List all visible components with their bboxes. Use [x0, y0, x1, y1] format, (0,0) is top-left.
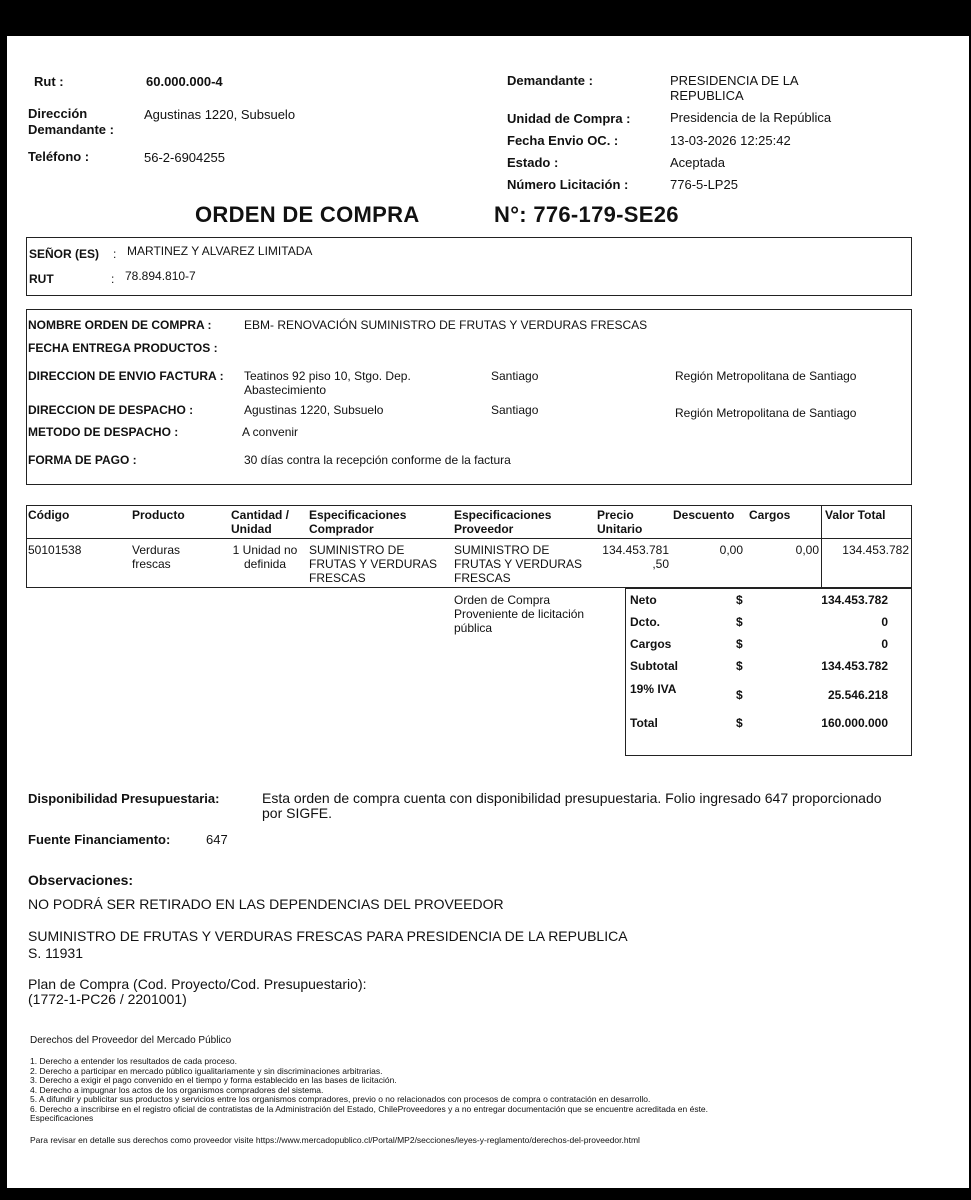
- derecho-3: 3. Derecho a exigir el pago convenido en el tiempo y forma establecido en las bases de licitación.: [30, 1075, 397, 1085]
- obs-line1: NO PODRÁ SER RETIRADO EN LAS DEPENDENCIAS DEL PROVEEDOR: [28, 896, 504, 912]
- supplier-rut-value: 78.894.810-7: [125, 269, 196, 283]
- despacho-label: DIRECCION DE DESPACHO :: [28, 403, 194, 417]
- td-cantidad: 1 Unidad no definida: [232, 543, 298, 571]
- licitacion-label: Número Licitación :: [507, 177, 629, 192]
- derecho-especificaciones: Especificaciones: [30, 1113, 94, 1123]
- purchase-order-page: [7, 36, 969, 1188]
- demandante-label: Demandante :: [507, 73, 593, 88]
- th-cargos: Cargos: [749, 508, 791, 522]
- disponibilidad-value: Esta orden de compra cuenta con disponibilidad presupuestaria. Folio ingresado 647 proporcionado por SIGFE.: [262, 790, 882, 821]
- estado-value: Aceptada: [670, 155, 725, 170]
- direccion-value: Agustinas 1220, Subsuelo: [144, 107, 296, 122]
- total-value: 160.000.000: [821, 716, 888, 730]
- nombre-label: NOMBRE ORDEN DE COMPRA :: [28, 318, 212, 332]
- pago-label: FORMA DE PAGO :: [28, 453, 137, 467]
- licitacion-note: Orden de Compra Proveniente de licitación pública: [454, 593, 585, 635]
- order-title: ORDEN DE COMPRA: [195, 202, 420, 227]
- th-codigo: Código: [28, 508, 70, 522]
- observaciones-label: Observaciones:: [28, 872, 134, 888]
- derechos-title: Derechos del Proveedor del Mercado Público: [30, 1035, 232, 1046]
- derecho-5: 5. A difundir y publicitar sus productos y servicios entre los organismos compradores, previo o no relacionados con procesos de compra o contratación en desarrollo.: [30, 1094, 651, 1104]
- cargos-label: Cargos: [630, 637, 672, 651]
- neto-currency: $: [736, 593, 743, 607]
- plan-line1: Plan de Compra (Cod. Proyecto/Cod. Presupuestario):: [28, 976, 367, 992]
- fecha-entrega-label: FECHA ENTREGA PRODUCTOS :: [28, 341, 218, 355]
- obs-line3: S. 11931: [28, 945, 84, 961]
- fuente-value: 647: [206, 832, 228, 847]
- demandante-value: PRESIDENCIA DE LA REPUBLICA: [670, 73, 798, 103]
- senor-value: MARTINEZ Y ALVAREZ LIMITADA: [127, 244, 313, 258]
- order-number: N°: 776-179-SE26: [494, 202, 679, 227]
- td-codigo: 50101538: [28, 543, 82, 557]
- cargos-value: 0: [881, 637, 888, 651]
- derecho-6: 6. Derecho a inscribirse en el registro oficial de contratistas de la Administración del Estado, ChileProveedores y a no entregar documentación que se encuentre acreditada en éste.: [30, 1103, 709, 1114]
- metodo-label: METODO DE DESPACHO :: [28, 425, 179, 439]
- unidad-value: Presidencia de la República: [670, 110, 832, 125]
- pago-value: 30 días contra la recepción conforme de la factura: [244, 453, 511, 467]
- td-cargos: 0,00: [795, 543, 819, 557]
- senor-colon: :: [113, 247, 117, 261]
- td-descuento: 0,00: [719, 543, 743, 557]
- telefono-value: 56-2-6904255: [144, 150, 225, 165]
- th-cantidad: Cantidad / Unidad: [231, 508, 290, 536]
- derecho-4: 4. Derecho a impugnar los actos de los organismos compradores del sistema.: [30, 1084, 324, 1095]
- telefono-label: Teléfono :: [28, 149, 90, 164]
- nombre-value: EBM- RENOVACIÓN SUMINISTRO DE FRUTAS Y VERDURAS FRESCAS: [244, 318, 648, 332]
- subtotal-value: 134.453.782: [821, 659, 888, 673]
- th-precio: Precio Unitario: [597, 508, 643, 536]
- total-label: Total: [630, 716, 658, 730]
- neto-value: 134.453.782: [821, 593, 888, 607]
- revisar-link[interactable]: Para revisar en detalle sus derechos como proveedor visite https://www.mercadopublico.cl/Portal/MP2/secciones/leyes-y-reglamento/derechos-del-proveedor.html: [30, 1135, 640, 1145]
- obs-line2: SUMINISTRO DE FRUTAS Y VERDURAS FRESCAS PARA PRESIDENCIA DE LA REPUBLICA: [28, 928, 628, 944]
- total-currency: $: [736, 716, 743, 730]
- estado-label: Estado :: [507, 155, 559, 170]
- unidad-label: Unidad de Compra :: [507, 111, 631, 126]
- th-valor-total: Valor Total: [825, 508, 886, 522]
- despacho-value: Agustinas 1220, Subsuelo: [244, 403, 384, 417]
- envio-factura-label: DIRECCION DE ENVIO FACTURA :: [28, 369, 224, 383]
- fecha-value: 13-03-2026 12:25:42: [670, 133, 791, 148]
- td-precio: 134.453.781 ,50: [602, 543, 669, 571]
- rut-label: Rut :: [34, 74, 64, 89]
- th-producto: Producto: [132, 508, 185, 522]
- items-total-divider: [821, 505, 822, 588]
- plan-line2: (1772-1-PC26 / 2201001): [28, 991, 187, 1007]
- th-esp-proveedor: Especificaciones Proveedor: [454, 508, 552, 536]
- derecho-2: 2. Derecho a participar en mercado público igualitariamente y sin discriminaciones arbitrarias.: [30, 1065, 383, 1076]
- direccion-label: Dirección Demandante :: [28, 106, 114, 137]
- neto-label: Neto: [630, 593, 657, 607]
- td-esp-proveedor: SUMINISTRO DE FRUTAS Y VERDURAS FRESCAS: [454, 543, 583, 585]
- senor-label: SEÑOR (ES): [29, 247, 100, 261]
- envio-factura-value: Teatinos 92 piso 10, Stgo. Dep. Abastecimiento: [244, 369, 411, 397]
- envio-factura-region: Región Metropolitana de Santiago: [675, 369, 857, 383]
- th-descuento: Descuento: [673, 508, 735, 522]
- derecho-1: 1. Derecho a entender los resultados de cada proceso.: [30, 1056, 237, 1066]
- td-producto: Verduras frescas: [132, 543, 181, 571]
- envio-factura-city: Santiago: [491, 369, 539, 383]
- supplier-rut-colon: :: [111, 272, 115, 286]
- dcto-label: Dcto.: [630, 615, 660, 629]
- subtotal-label: Subtotal: [630, 659, 678, 673]
- iva-value: 25.546.218: [827, 688, 888, 702]
- iva-label: 19% IVA: [630, 682, 677, 696]
- rut-value: 60.000.000-4: [146, 74, 223, 89]
- dcto-value: 0: [881, 615, 888, 629]
- subtotal-currency: $: [736, 659, 743, 673]
- cargos-currency: $: [736, 637, 743, 651]
- iva-currency: $: [736, 688, 743, 702]
- td-esp-comprador: SUMINISTRO DE FRUTAS Y VERDURAS FRESCAS: [309, 543, 438, 585]
- despacho-city: Santiago: [491, 403, 539, 417]
- th-esp-comprador: Especificaciones Comprador: [309, 508, 407, 536]
- fuente-label: Fuente Financiamento:: [28, 832, 171, 847]
- fecha-label: Fecha Envio OC. :: [507, 133, 619, 148]
- despacho-region: Región Metropolitana de Santiago: [675, 406, 857, 420]
- disponibilidad-label: Disponibilidad Presupuestaria:: [28, 791, 220, 806]
- supplier-rut-label: RUT: [29, 272, 54, 286]
- metodo-value: A convenir: [242, 425, 299, 439]
- items-header-divider: [26, 538, 912, 539]
- licitacion-value: 776-5-LP25: [670, 177, 738, 192]
- td-valor-total: 134.453.782: [842, 543, 909, 557]
- dcto-currency: $: [736, 615, 743, 629]
